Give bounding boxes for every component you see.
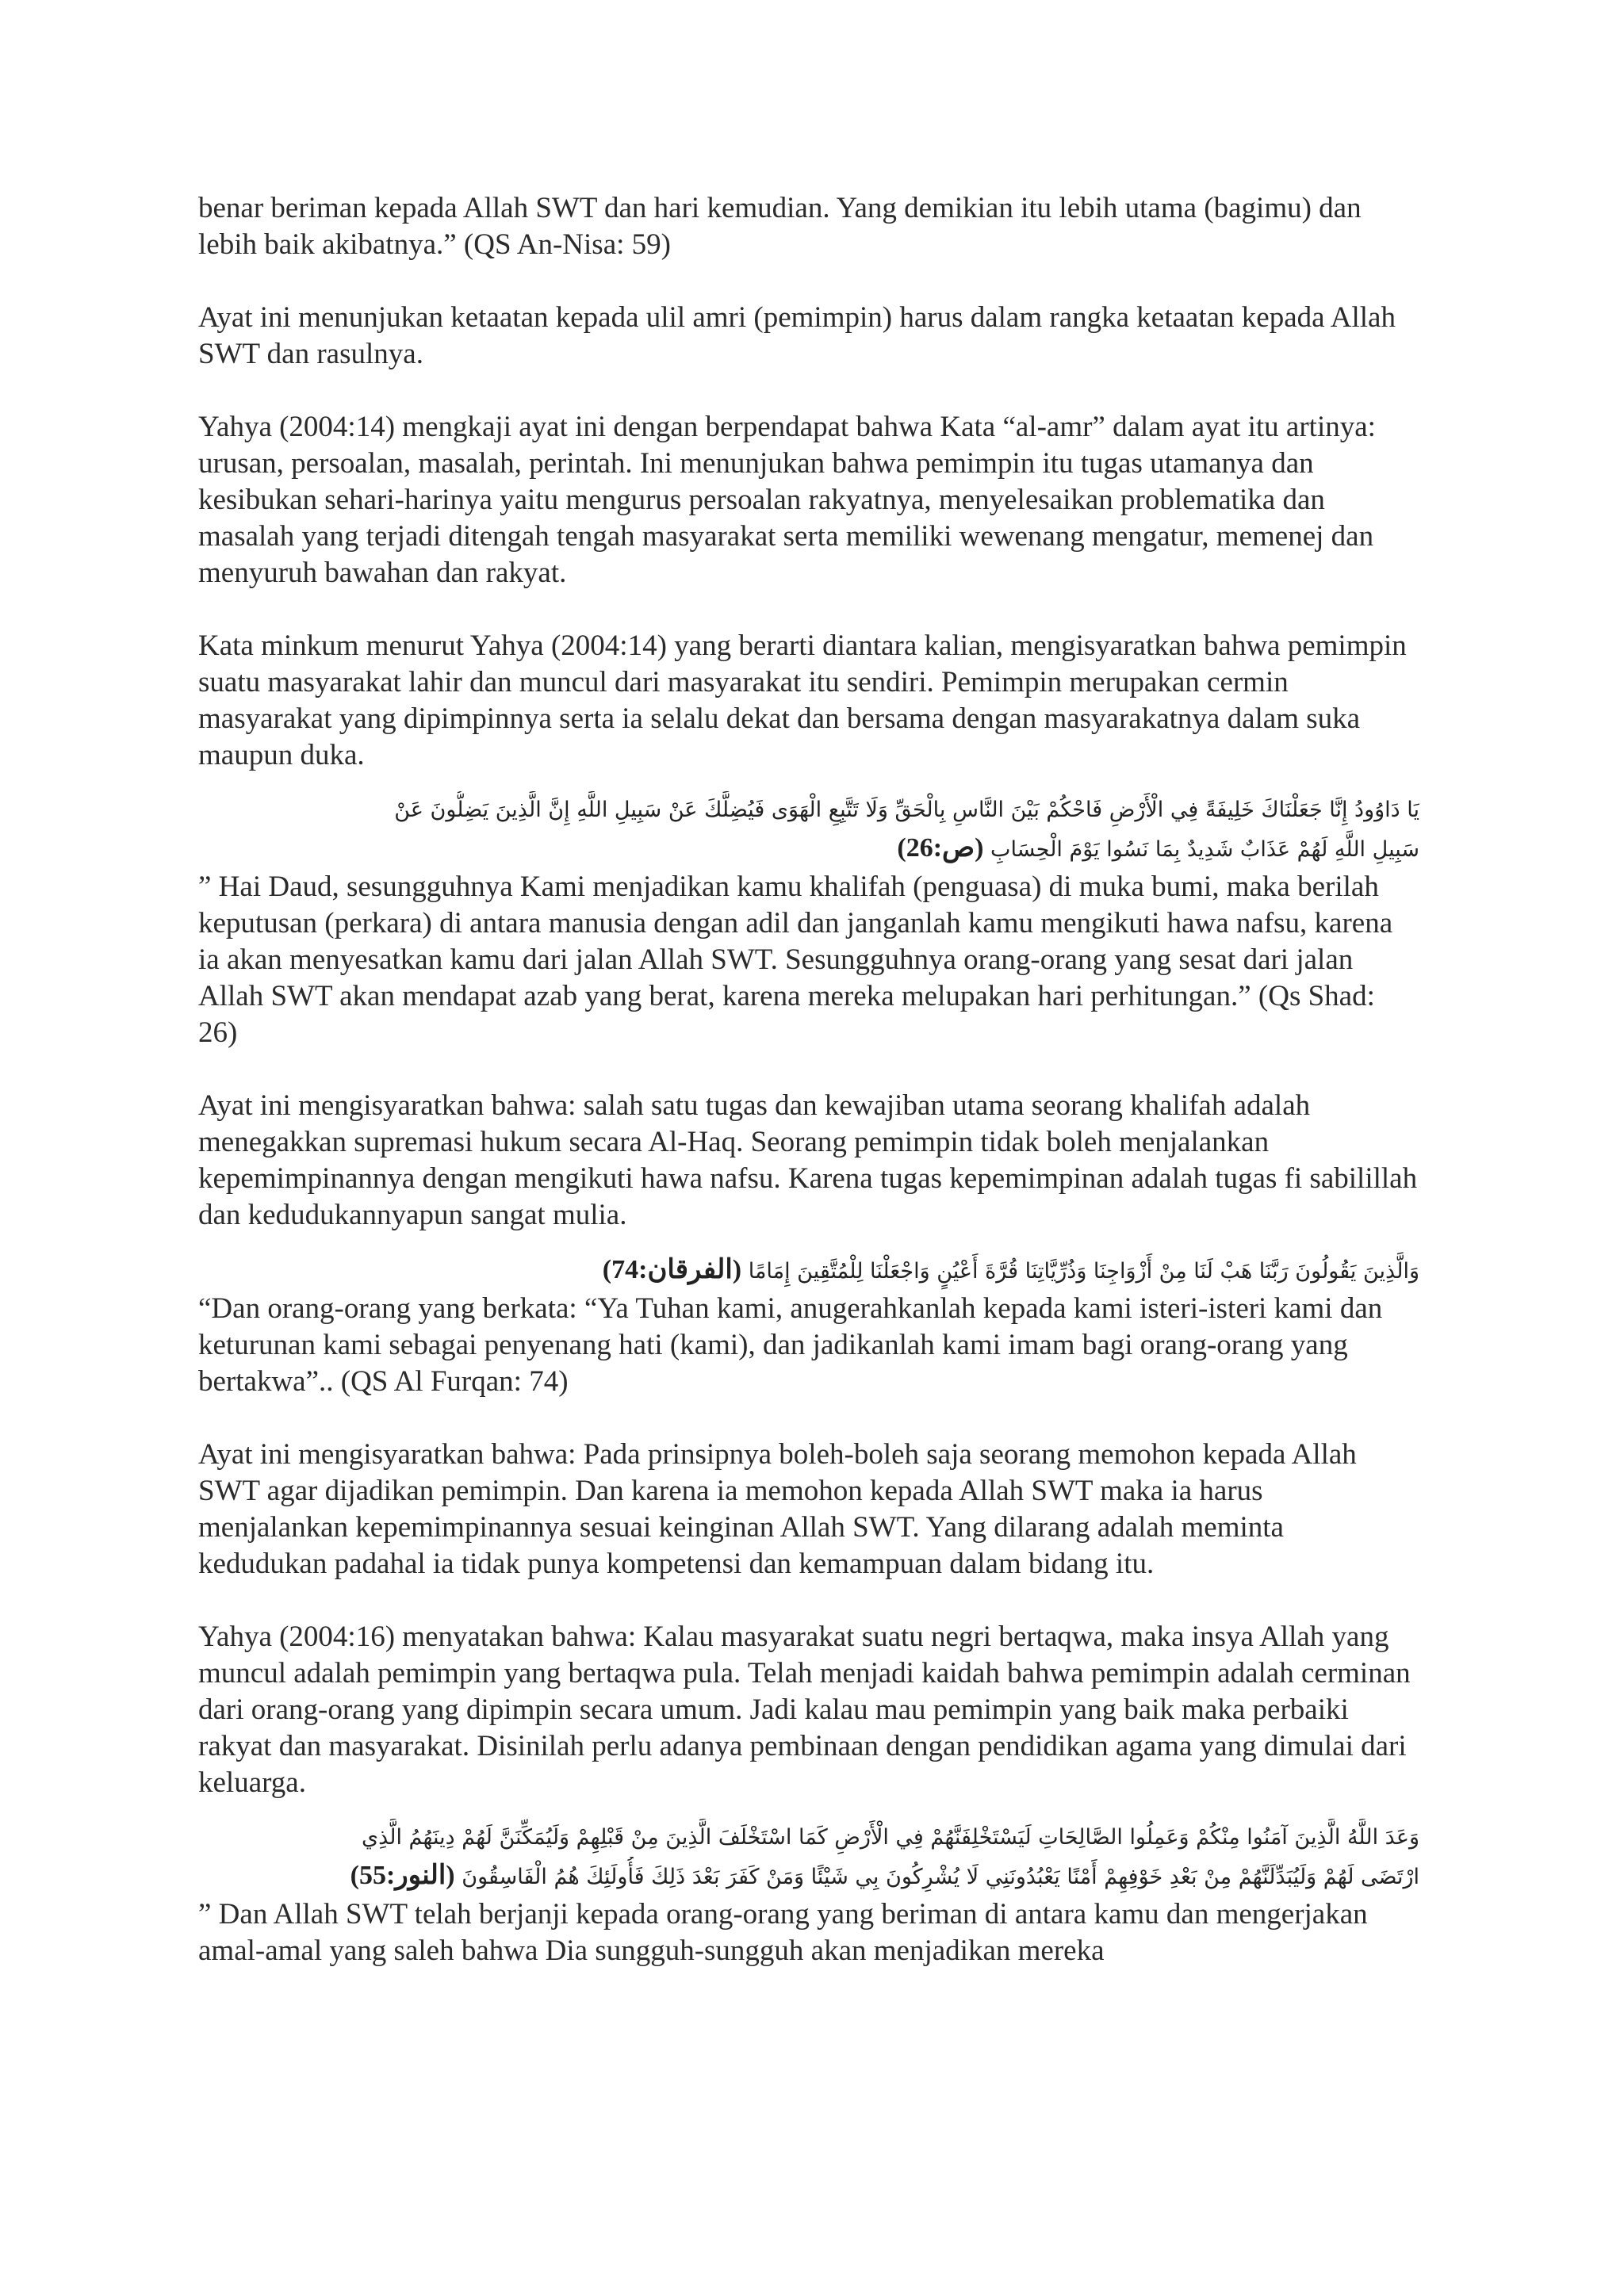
arabic-verse-furqan [198,1251,1419,1291]
arabic-line [198,1857,1419,1896]
verse-reference: (النور:55) [350,1861,455,1890]
arabic-line [198,1251,1419,1291]
verse-reference: (الفرقان:74) [602,1255,742,1284]
paragraph-7: “Dan orang-orang yang berkata: “Ya Tuhan kami, anugerahkanlah kepada kami isteri-isteri kami dan keturunan kami sebagai penyenang hati (kami), dan jadikanlah kami imam bagi orang-orang yang bertakwa”.. (QS Al Furqan: 74) [198,1292,1383,1398]
paragraph-10: ” Dan Allah SWT telah berjanji kepada orang-orang yang beriman di antara kamu dan mengerjakan amal-amal yang saleh bahwa Dia sungguh-sungguh akan menjadikan mereka [198,1898,1368,1967]
arabic-text: وَالَّذِينَ يَقُولُونَ رَبَّنَا هَبْ لَنَا مِنْ أَزْوَاجِنَا وَذُرِّيَّاتِنَا قُرَّةَ أَعْيُنٍ وَاجْعَلْنَا لِلْمُتَّقِينَ إِمَامًا [748,1259,1419,1284]
arabic-text: سَبِيلِ اللَّهِ لَهُمْ عَذَابٌ شَدِيدٌ بِمَا نَسُوا يَوْمَ الْحِسَابِ [990,837,1419,862]
arabic-verse-shad [198,791,1419,869]
paragraph-3: Yahya (2004:14) mengkaji ayat ini dengan berpendapat bahwa Kata “al-amr” dalam ayat itu artinya: urusan, persoalan, masalah, perintah. Ini menunjukan bahwa pemimpin itu tugas utamanya dan kesibukan sehari-harinya yaitu mengurus persoalan rakyatnya, menyelesaikan problematika dan masalah yang terjadi ditengah tengah masyarakat serta memiliki wewenang mengatur, memenej dan menyuruh bawahan dan rakyat. [198,411,1376,589]
verse-reference: (ص:26) [897,833,984,863]
paragraph-9: Yahya (2004:16) menyatakan bahwa: Kalau masyarakat suatu negri bertaqwa, maka insya Allah yang muncul adalah pemimpin yang bertaqwa pula. Telah menjadi kaidah bahwa pemimpin adalah cerminan dari orang-orang yang dipimpin secara umum. Jadi kalau mau pemimpin yang baik maka perbaiki rakyat dan masyarakat. Disinilah perlu adanya pembinaan dengan pendidikan agama yang dimulai dari keluarga. [198,1621,1411,1799]
document-page [198,190,1419,1969]
paragraph-4: Kata minkum menurut Yahya (2004:14) yang berarti diantara kalian, mengisyaratkan bahwa pemimpin suatu masyarakat lahir dan muncul dari masyarakat itu sendiri. Pemimpin merupakan cermin masyarakat yang dipimpinnya serta ia selalu dekat dan bersama dengan masyarakatnya dalam suka maupun duka. [198,629,1407,771]
arabic-line: يَا دَاوُودُ إِنَّا جَعَلْنَاكَ خَلِيفَةً فِي الْأَرْضِ فَاحْكُمْ بَيْنَ النَّاسِ بِالْحَقِّ وَلَا تَتَّبِعِ الْهَوَى فَيُضِلَّكَ عَنْ سَبِيلِ اللَّهِ إِنَّ الَّذِينَ يَضِلُّونَ عَنْ [394,798,1419,822]
paragraph-8: Ayat ini mengisyaratkan bahwa: Pada prinsipnya boleh-boleh saja seorang memohon kepada Allah SWT agar dijadikan pemimpin. Dan karena ia memohon kepada Allah SWT maka ia harus menjalankan kepemimpinannya sesuai keinginan Allah SWT. Yang dilarang adalah meminta kedudukan padahal ia tidak punya kompetensi dan kemampuan dalam bidang itu. [198,1438,1357,1580]
paragraph-5: ” Hai Daud, sesungguhnya Kami menjadikan kamu khalifah (penguasa) di muka bumi, maka berilah keputusan (perkara) di antara manusia dengan adil dan janganlah kamu mengikuti hawa nafsu, karena ia akan menyesatkan kamu dari jalan Allah SWT. Sesungguhnya orang-orang yang sesat dari jalan Allah SWT akan mendapat azab yang berat, karena mereka melupakan hari perhitungan.” (Qs Shad: 26) [198,871,1393,1049]
arabic-text: ارْتَضَى لَهُمْ وَلَيُبَدِّلَنَّهُمْ مِنْ بَعْدِ خَوْفِهِمْ أَمْنًا يَعْبُدُونَنِي لَا يُشْرِكُونَ بِي شَيْئًا وَمَنْ كَفَرَ بَعْدَ ذَلِكَ فَأُولَئِكَ هُمُ الْفَاسِقُونَ [462,1865,1419,1889]
arabic-verse-nur [198,1819,1419,1896]
arabic-line: وَعَدَ اللَّهُ الَّذِينَ آمَنُوا مِنْكُمْ وَعَمِلُوا الصَّالِحَاتِ لَيَسْتَخْلِفَنَّهُمْ فِي الْأَرْضِ كَمَا اسْتَخْلَفَ الَّذِينَ مِنْ قَبْلِهِمْ وَلَيُمَكِّنَنَّ لَهُمْ دِينَهُمُ الَّذِي [361,1825,1419,1850]
arabic-line [198,829,1419,869]
paragraph-6: Ayat ini mengisyaratkan bahwa: salah satu tugas dan kewajiban utama seorang khalifah adalah menegakkan supremasi hukum secara Al-Haq. Seorang pemimpin tidak boleh menjalankan kepemimpinannya dengan mengikuti hawa nafsu. Karena tugas kepemimpinan adalah tugas fi sabilillah dan kedudukannyapun sangat mulia. [198,1089,1418,1231]
paragraph-1: benar beriman kepada Allah SWT dan hari kemudian. Yang demikian itu lebih utama (bagimu) dan lebih baik akibatnya.” (QS An-Nisa: 59) [198,192,1362,261]
paragraph-2: Ayat ini menunjukan ketaatan kepada ulil amri (pemimpin) harus dalam rangka ketaatan kepada Allah SWT dan rasulnya. [198,301,1396,370]
